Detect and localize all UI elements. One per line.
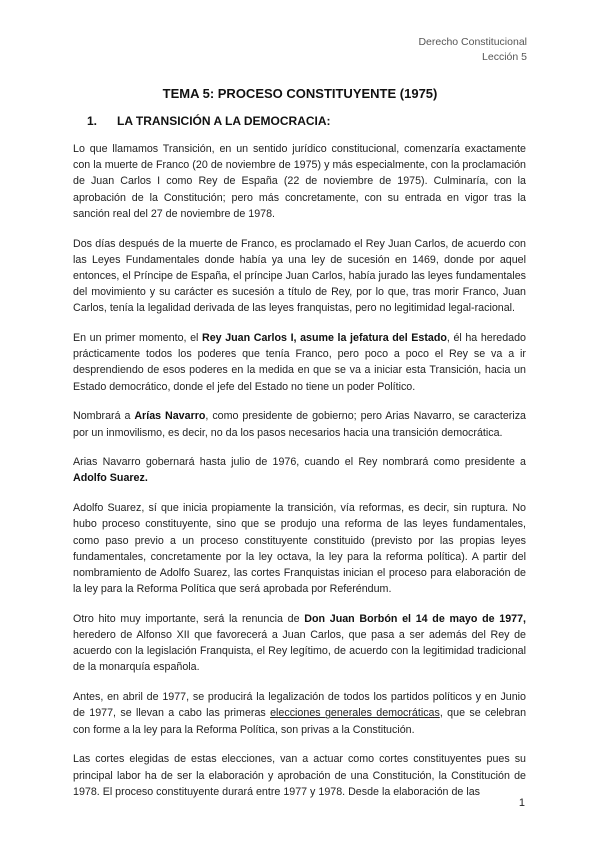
paragraph-3 xyxy=(73,330,526,395)
section-number: 1. xyxy=(87,114,98,128)
paragraph-8-text-c: , que se celebran con forme a la ley para la Reforma Política, son privas a la Constitución. xyxy=(73,707,527,736)
paragraph-3-bold: Rey Juan Carlos I, asume la jefatura del Estado xyxy=(202,332,447,345)
paragraph-7 xyxy=(73,611,526,676)
paragraph-7-bold: Don Juan Borbón el 14 de mayo de 1977, xyxy=(304,612,527,625)
paragraph-5 xyxy=(73,454,526,486)
document-title: TEMA 5: PROCESO CONSTITUYENTE (1975) xyxy=(162,86,438,101)
paragraph-7-text-c: heredero de Alfonso XII que favorecerá a Juan Carlos, que pasa a ser además del Rey de acuerdo con la legislación Franquista, el Rey legítimo, de acuerdo con la legitimidad tradicional de la monarquía española. xyxy=(73,629,526,674)
paragraph-4-text-a: Nombrará a xyxy=(73,410,135,423)
paragraph-3-text-a: En un primer momento, el xyxy=(73,332,203,345)
paragraph-4-text-c: , como presidente de gobierno; pero Arias Navarro, se caracteriza por un inmovilismo, es decir, no da los pasos necesarios hacia una transición democrática. xyxy=(73,410,526,439)
document-body xyxy=(73,141,526,813)
paragraph-4-bold: Arías Navarro xyxy=(134,410,206,423)
paragraph-3-text-c: , él ha heredado prácticamente todos los poderes que tenía Franco, pero poco a poco el Rey se va a ir desprendiendo de esos poderes en la medida en que se va a iniciar esta Transición, hacia un Estado democrático, donde el jefe del Estado no tiene un poder Político. xyxy=(73,332,527,393)
header-course: Derecho Constitucional xyxy=(418,36,527,48)
paragraph-5-text-a: Arias Navarro gobernará hasta julio de 1976, cuando el Rey nombrará como presidente a xyxy=(73,456,526,469)
paragraph-9: Las cortes elegidas de estas elecciones, van a actuar como cortes constituyentes pues su principal labor ha de ser la elaboración y aprobación de una Constitución, la Constitución de 1978. El proceso constituyente durará entre 1977 y 1978. Desde la elaboración de las xyxy=(73,753,526,798)
paragraph-5-bold: Adolfo Suarez. xyxy=(73,472,148,485)
paragraph-1: Lo que llamamos Transición, en un sentido jurídico constitucional, comenzaría exactamente con la muerte de Franco (20 de noviembre de 1975) y más especialmente, con la proclamación de Juan Carlos I como Rey de España (22 de noviembre de 1975). Culminaría, con la aprobación de la Constitución; pero más concretamente, con su entrada en vigor tras la sanción real del 27 de noviembre de 1978. xyxy=(73,143,526,220)
paragraph-6: Adolfo Suarez, sí que inicia propiamente la transición, vía reformas, es decir, sin ruptura. No hubo proceso constituyente, sino que se produjo una reforma de las leyes fundamentales, como paso previo a un proceso constituyente constituido (previsto por las propias leyes fundamentales, concretamente por la ley octava, la ley para la reforma política). A partir del nombramiento de Adolfo Suarez, las cortes Franquistas inician el proceso para elaboración de la ley para la Reforma Política que será aprobada por Referéndum. xyxy=(73,502,526,596)
paragraph-7-text-a: Otro hito muy importante, será la renuncia de xyxy=(73,612,305,625)
paragraph-8-text-a: Antes, en abril de 1977, se producirá la legalización de todos los partidos políticos y en Junio de 1977, se llevan a cabo las primeras xyxy=(73,691,526,720)
running-header xyxy=(418,35,527,65)
page-number: 1 xyxy=(518,797,525,809)
paragraph-8-underlined: elecciones generales democráticas xyxy=(270,707,440,720)
section-title: LA TRANSICIÓN A LA DEMOCRACIA: xyxy=(117,114,331,128)
paragraph-2: Dos días después de la muerte de Franco, es proclamado el Rey Juan Carlos, de acuerdo con las Leyes Fundamentales donde había ya una ley de sucesión en 1469, donde por aquel entonces, el Príncipe de España, el príncipe Juan Carlos, había jurado las leyes fundamentales del movimiento y su carácter es sucesión a título de Rey, por lo que, tras morir Franco, Juan Carlos, tenía la legalidad derivada de las leyes franquistas, pero no legitimidad legal-racional. xyxy=(73,237,526,315)
section-heading xyxy=(87,114,331,128)
header-lesson: Lección 5 xyxy=(482,51,527,63)
paragraph-8 xyxy=(73,689,526,738)
paragraph-4 xyxy=(73,408,526,440)
